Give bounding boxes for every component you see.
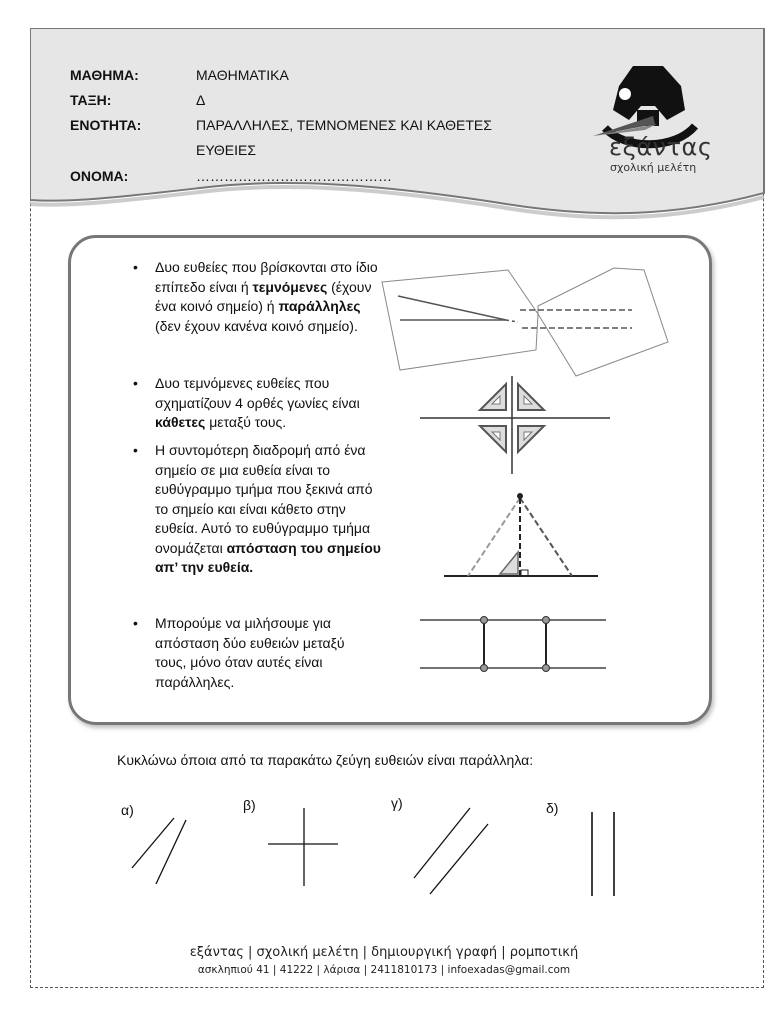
option-c-label[interactable]: γ) (391, 795, 403, 811)
bullet-dot: • (133, 375, 138, 391)
option-a-lines[interactable] (128, 812, 190, 888)
option-a-label[interactable]: α) (121, 802, 134, 818)
bullet-dot: • (133, 615, 138, 631)
logo-name: εξάντας (609, 133, 713, 161)
unit-label: ΕΝΟΤΗΤΑ: (70, 117, 142, 133)
footer-services: εξάντας | σχολική μελέτη | δημιουργική γραφή | ρομποτική (189, 945, 579, 960)
intersecting-parallel-illustration (378, 262, 674, 382)
point-distance-illustration (444, 490, 604, 584)
footer-contact: ασκληπιού 41 | 41222 | λάρισα | 2411810173 | infoexadas@gmail.com (197, 964, 571, 976)
name-label: ΟΝΟΜΑ: (70, 168, 129, 184)
option-b-label[interactable]: β) (243, 797, 256, 813)
option-b-lines[interactable] (266, 806, 342, 890)
subject-label: ΜΑΘΗΜΑ: (70, 67, 139, 83)
bullet-dot: • (133, 259, 138, 275)
bullet-text: Η συντομότερη διαδρομή από ένα σημείο σε μια ευθεία είναι το ευθύγραμμο τμήμα που ξεκινά από το σημείο και είναι κάθετο στην ευθεία. Αυτό το ευθύγραμμο τμήμα ονομάζεται απόσταση του σημείου απ’ την ευθεία. (155, 442, 381, 575)
logo-subtitle: σχολική μελέτη (610, 161, 697, 174)
bullet-text: Δυο τεμνόμενες ευθείες που σχηματίζουν 4 ορθές γωνίες είναι κάθετες μεταξύ τους. (155, 375, 360, 430)
unit-value-line2: ΕΥΘΕΙΕΣ (196, 142, 256, 158)
option-d-lines[interactable] (584, 808, 620, 900)
option-d-label[interactable]: δ) (546, 800, 559, 816)
bullet-point-distance (133, 441, 385, 578)
class-label: ΤΑΞΗ: (70, 92, 112, 108)
subject-value: ΜΑΘΗΜΑΤΙΚΑ (196, 67, 289, 83)
exercise-question: Κυκλώνω όποια από τα παρακάτω ζεύγη ευθειών είναι παράλληλα: (117, 752, 534, 768)
name-field: …………………………………… (196, 168, 392, 184)
bullet-lines-distance (133, 614, 370, 692)
perpendicular-illustration (420, 376, 610, 476)
class-value: Δ (196, 92, 206, 108)
bullet-text: Μπορούμε να μιλήσουμε για απόσταση δύο ευθειών μεταξύ τους, μόνο όταν αυτές είναι παράλληλες. (155, 615, 345, 690)
unit-value: ΠΑΡΑΛΛΗΛΕΣ, ΤΕΜΝΟΜΕΝΕΣ ΚΑΙ ΚΑΘΕΤΕΣ (196, 117, 492, 133)
bullet-perpendicular (133, 374, 385, 433)
bullet-intersecting-parallel (133, 258, 380, 336)
bullet-dot: • (133, 442, 138, 458)
option-c-lines[interactable] (410, 806, 492, 898)
bullet-text: Δυο ευθείες που βρίσκονται στο ίδιο επίπεδο είναι ή τεμνόμενες (έχουν ένα κοινό σημείο) ή παράλληλες (δεν έχουν κανένα κοινό σημείο). (155, 259, 378, 334)
parallel-distance-illustration (420, 612, 608, 678)
